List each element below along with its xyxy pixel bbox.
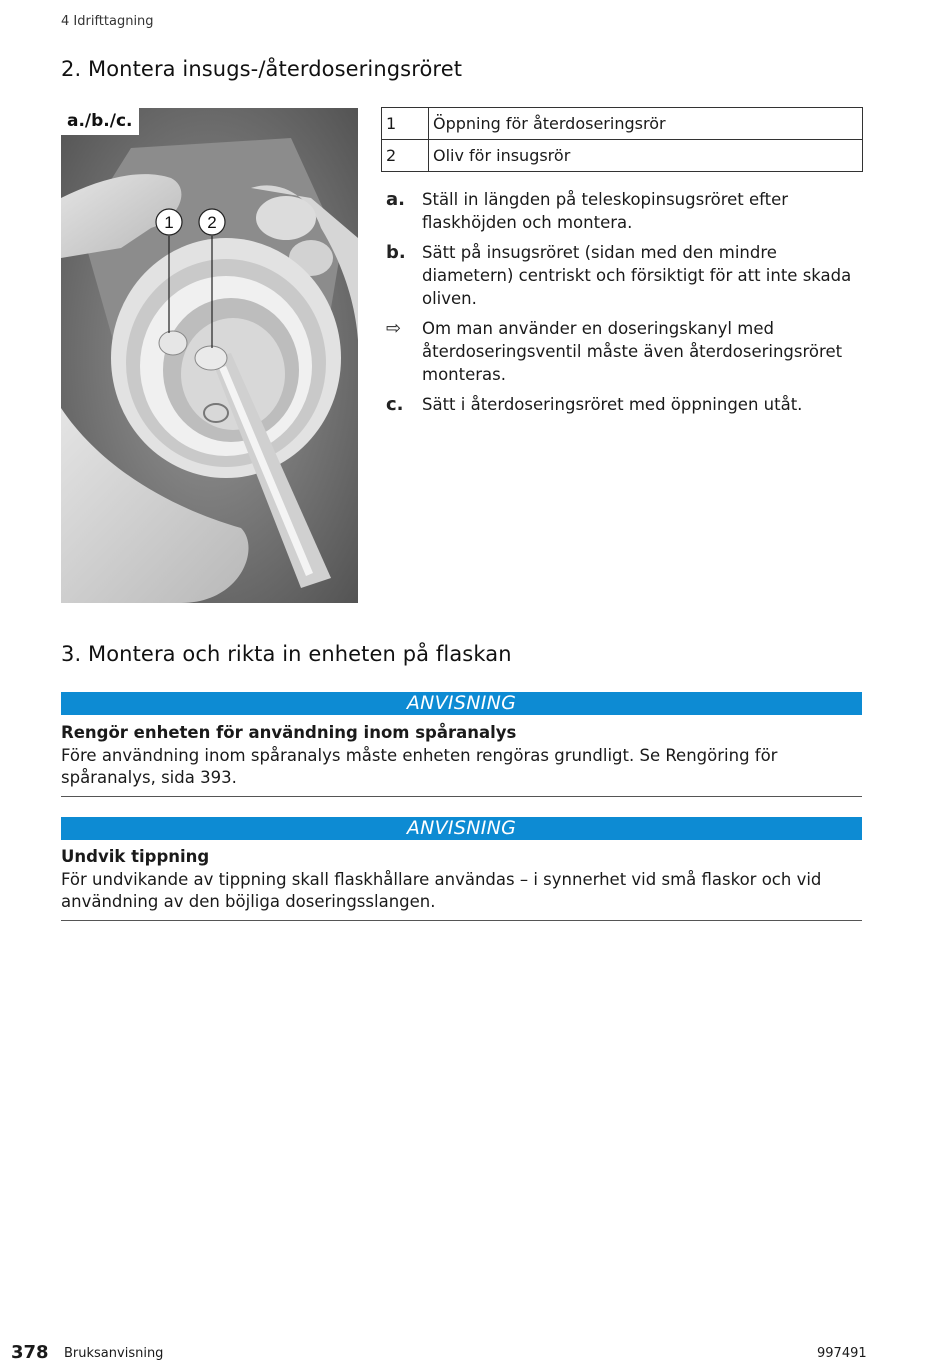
- svg-text:2: 2: [207, 213, 217, 232]
- arrow-right-icon: ⇨: [386, 318, 402, 339]
- notice-banner: ANVISNING: [61, 692, 862, 715]
- list-item: [386, 317, 866, 386]
- image-step-label: a./b./c.: [61, 108, 139, 135]
- svg-text:1: 1: [164, 213, 174, 232]
- callout-1: [156, 209, 182, 235]
- step-text: Ställ in längden på teleskopinsugsröret efter flaskhöjden och montera.: [422, 190, 789, 232]
- table-row: [382, 108, 863, 140]
- notice-title: Rengör enheten för användning inom spåranalys: [61, 723, 517, 742]
- instruction-steps: [386, 188, 866, 423]
- list-item: [386, 241, 866, 310]
- list-item: [386, 188, 866, 234]
- legend-text: Öppning för återdoseringsrör: [429, 108, 863, 140]
- footer-title: Bruksanvisning: [64, 1346, 164, 1361]
- table-row: [382, 140, 863, 172]
- divider: [61, 796, 862, 797]
- notice-banner: ANVISNING: [61, 817, 862, 840]
- notice-text: Före användning inom spåranalys måste enheten rengöras grundligt. Se Rengöring för spåranalys, sida 393.: [61, 746, 778, 787]
- legend-number: 2: [382, 140, 429, 172]
- list-item: [386, 393, 866, 416]
- divider: [61, 920, 862, 921]
- assembly-illustration: [61, 108, 358, 603]
- running-head: 4 Idrifttagning: [61, 14, 154, 29]
- page-number: 378: [11, 1342, 49, 1363]
- step-marker: a.: [386, 189, 405, 210]
- parts-legend-table: [381, 107, 863, 172]
- legend-text: Oliv för insugsrör: [429, 140, 863, 172]
- step-marker: c.: [386, 394, 404, 415]
- legend-number: 1: [382, 108, 429, 140]
- section-2-title: 2. Montera insugs-/återdoseringsröret: [61, 57, 463, 81]
- step-text: Om man använder en doseringskanyl med återdoseringsventil måste även återdoseringsröret monteras.: [422, 319, 843, 384]
- document-code: 997491: [817, 1346, 867, 1361]
- step-text: Sätt i återdoseringsröret med öppningen utåt.: [422, 395, 803, 414]
- callout-2: [199, 209, 225, 235]
- notice-title: Undvik tippning: [61, 847, 210, 866]
- step-text: Sätt på insugsröret (sidan med den mindre diametern) centriskt och försiktigt för att inte skada oliven.: [422, 243, 852, 308]
- notice-text: För undvikande av tippning skall flaskhållare användas – i synnerhet vid små flaskor och vid användning av den böjliga doseringsslangen.: [61, 870, 822, 911]
- section-3-title: 3. Montera och rikta in enheten på flaskan: [61, 642, 512, 666]
- step-marker: b.: [386, 242, 406, 263]
- assembly-photo: [61, 108, 358, 603]
